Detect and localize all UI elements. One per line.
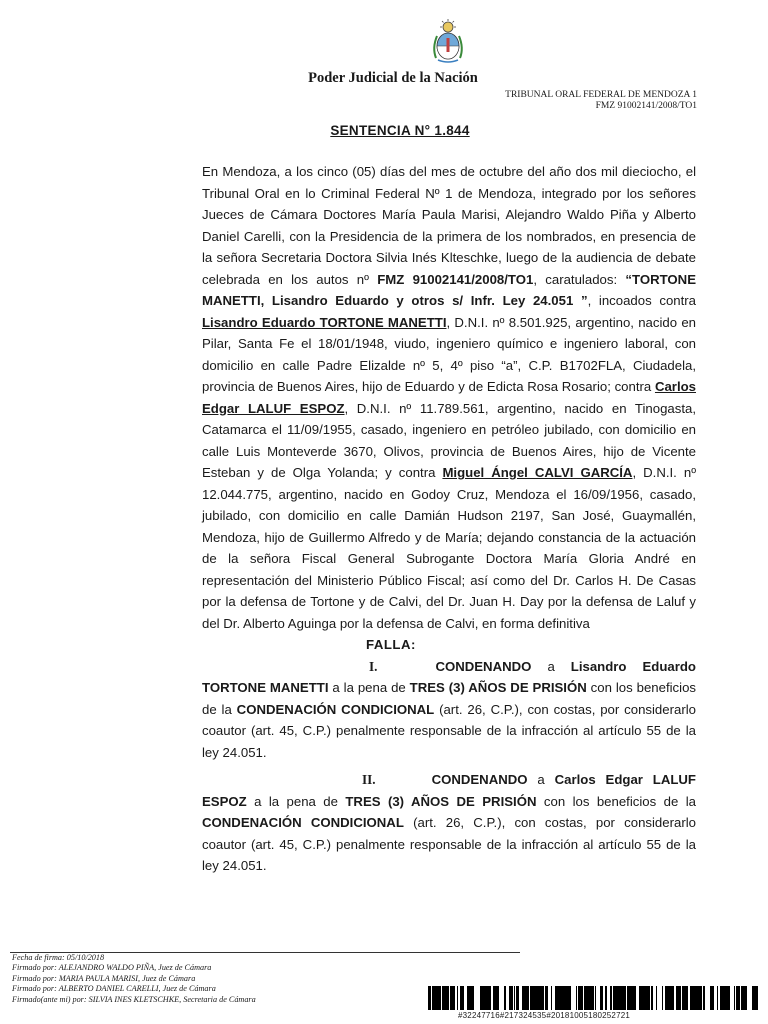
sentence-body	[202, 161, 696, 877]
convicted-name: Lisandro Eduardo TORTONE MANETTI	[202, 658, 696, 695]
court-name: TRIBUNAL ORAL FEDERAL DE MENDOZA 1	[505, 90, 697, 100]
signature-date: Fecha de firma: 05/10/2018	[12, 953, 105, 962]
condition: CONDENACIÓN CONDICIONAL	[202, 815, 404, 830]
signature-block	[12, 953, 256, 1005]
preamble-text: , D.N.I. nº 12.044.775, argentino, nacido en Godoy Cruz, Mendoza el 16/09/1956, casado, jubilado, con domicilio en calle Damián Hudson 2197, San José, Guaymallén, Mendoza, hijo de Guillermo Alfredo y de María; dejando constancia de la actuación de la señora Fiscal General Subrogante Doctora María Gloria André en representación del Ministerio Público Fiscal; así como del Dr. Carlos H. De Casas por la defensa de Tortone y de Calvi, del Dr. Juan H. Day por la defensa de Laluf y del Dr. Alberto Aguinga por la defensa de Calvi, en forma definitiva	[202, 465, 697, 631]
defendant-name: Lisandro Eduardo TORTONE MANETTI	[202, 314, 447, 330]
ruling-item	[202, 656, 696, 764]
case-caption: “TORTONE MANETTI, Lisandro Eduardo y otros s/ Infr. Ley 24.051 ”	[202, 271, 696, 308]
institution-name: Poder Judicial de la Nación	[308, 70, 478, 86]
ruling-number: II.	[362, 772, 376, 787]
preamble-text: , caratulados:	[533, 271, 626, 287]
barcode-icon	[428, 986, 758, 1012]
signature-line: Firmado(ante mi) por: SILVIA INES KLETSCHKE, Secretaria de Cámara	[12, 994, 256, 1004]
ruling-text: a la pena de	[328, 680, 410, 695]
defendant-name: Miguel Ángel CALVI GARCÍA	[442, 465, 633, 480]
ruling-text: a	[527, 772, 555, 787]
ruling-text: con los beneficios de la	[202, 680, 696, 717]
ruling-text: con los beneficios de la	[536, 793, 696, 809]
preamble-text: , D.N.I. nº 11.789.561, argentino, nacido en Tinogasta, Catamarca el 11/09/1955, casado, ingeniero en petróleo jubilado, con domicilio en calle Luis Monteverde 3670, Olivos, provincia de Buenos Aires, hijo de Vicente Esteban y de Olga Yolanda; y contra	[202, 400, 696, 480]
falla-heading: FALLA:	[366, 637, 416, 652]
convicted-name: Carlos Edgar LALUF ESPOZ	[202, 772, 696, 809]
preamble-text: , incoados contra	[587, 293, 696, 308]
preamble-paragraph	[202, 161, 696, 634]
signature-line: Firmado por: MARIA PAULA MARISI, Juez de Cámara	[12, 973, 196, 983]
ruling-number: I.	[369, 658, 378, 674]
national-coat-of-arms-icon	[428, 18, 468, 66]
preamble-text: , D.N.I. nº 8.501.925, argentino, nacido en Pilar, Santa Fe el 18/01/1948, viudo, ingeniero químico e ingeniero laboral, con domicilio en calle Padre Elizalde nº 5, 4º piso “a”, C.P. B1702FLA, Ciudadela, provincia de Buenos Aires, hijo de Eduardo y de Edicta Rosa Rosario; contra	[202, 314, 696, 394]
sentence-title: SENTENCIA N° 1.844	[330, 123, 470, 138]
barcode-number: #32247716#217324535#20181005180252721	[458, 1011, 631, 1020]
case-reference: FMZ 91002141/2008/TO1	[377, 271, 534, 287]
signature-line: Firmado por: ALBERTO DANIEL CARELLI, Juez de Cámara	[12, 984, 216, 994]
ruling-text: a la pena de	[246, 793, 346, 809]
penalty: TRES (3) AÑOS DE PRISIÓN	[409, 680, 587, 695]
case-number: FMZ 91002141/2008/TO1	[595, 101, 697, 111]
condition: CONDENACIÓN CONDICIONAL	[236, 701, 435, 717]
ruling-verb: CONDENANDO	[435, 658, 532, 674]
defendant-name: Carlos Edgar LALUF ESPOZ	[202, 379, 696, 416]
ruling-text: a	[531, 658, 571, 674]
preamble-text: En Mendoza, a los cinco (05) días del mes de octubre del año dos mil dieciocho, el Tribunal Oral en lo Criminal Federal Nº 1 de Mendoza, integrado por los señores Jueces de Cámara Doctores María Paula Marisi, Alejandro Waldo Piña y Alberto Daniel Carelli, con la Presidencia de la primera de los nombrados, en presencia de la señora Secretaria Doctora Silvia Inés Klteschke, luego de la audiencia de debate celebrada en los autos nº	[202, 164, 696, 287]
ruling-verb: CONDENANDO	[431, 772, 528, 787]
penalty: TRES (3) AÑOS DE PRISIÓN	[345, 793, 537, 809]
signature-line: Firmado por: ALEJANDRO WALDO PIÑA, Juez de Cámara	[12, 963, 212, 973]
ruling-item	[202, 769, 696, 877]
ruling-text: (art. 26, C.P.), con costas, por considerarlo coautor (art. 45, C.P.) penalmente responsable de la infracción al artículo 55 de la ley 24.051.	[202, 701, 696, 760]
ruling-text: (art. 26, C.P.), con costas, por considerarlo coautor (art. 45, C.P.) penalmente responsable de la infracción al artículo 55 de la ley 24.051.	[202, 815, 696, 873]
